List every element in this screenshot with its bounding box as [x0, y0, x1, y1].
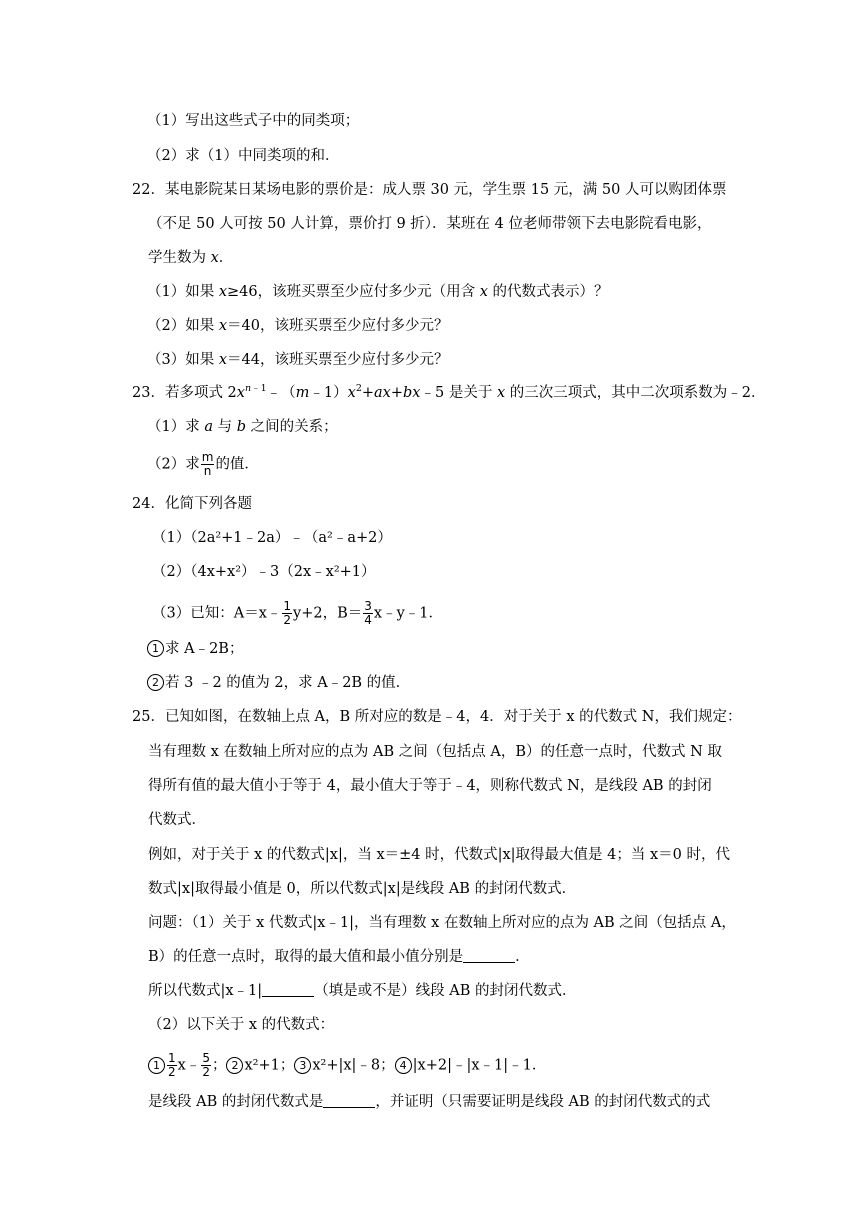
- q25-example-2: 数式|x|取得最小值是 0，所以代数式|x|是线段 AB 的封闭代数式．: [148, 881, 577, 897]
- q21-part-2: （2）求（1）中同类项的和．: [147, 148, 340, 164]
- q23-part-1: （1）求 a 与 b 之间的关系；: [147, 419, 338, 435]
- q25-question-1a: 问题：（1）关于 x 代数式|x﹣1|，当有理数 x 在数轴上所对应的点为 AB 之间（包括点 A，: [148, 915, 736, 931]
- q22-number: 22．: [132, 182, 165, 198]
- fraction-one-half: $\frac{1}{2}$: [168, 1051, 176, 1079]
- q24-part-1: （1）（2a²+1﹣2a）﹣（a²﹣a+2）: [152, 530, 392, 546]
- circled-number-2: 2: [147, 674, 164, 691]
- q23-number: 23．: [132, 385, 165, 401]
- q22-line-3: 学生数为 x．: [148, 250, 234, 266]
- q21-part-1: （1）写出这些式子中的同类项；: [147, 113, 360, 129]
- q22-text-1: 某电影院某日某场电影的票价是：成人票 30 元，学生票 15 元，满 50 人可以购团体票: [164, 182, 727, 198]
- answer-blank-3[interactable]: [323, 1093, 375, 1108]
- q24-line-1: 24．化简下列各题: [132, 496, 252, 512]
- q25-line-4: 代数式．: [148, 812, 206, 828]
- q24-part-2: （2）（4x+x²）﹣3（2x﹣x²+1）: [152, 564, 376, 580]
- fraction-three-quarters: $\frac{3}{4}$: [364, 599, 372, 627]
- q25-line-2: 当有理数 x 在数轴上所对应的点为 AB 之间（包括点 A，B）的任意一点时，代数式 N 取: [148, 744, 722, 760]
- q25-number: 25．: [132, 709, 165, 725]
- q25-options: 1 $\frac{1}{2}$ x﹣ $\frac{5}{2}$ ； 2 x²+1； 3 x²+|x|﹣8； 4 |x+2|﹣|x﹣1|﹣1．: [148, 1052, 546, 1079]
- q25-example-1: 例如，对于关于 x 的代数式|x|，当 x＝±4 时，代数式|x|取得最大值是 4；当 x＝0 时，代: [148, 847, 731, 863]
- q22-part-3: （3）如果 x＝44，该班买票至少应付多少元？: [147, 352, 449, 368]
- q22-line-2: （不足 50 人可按 50 人计算，票价打 9 折）．某班在 4 位老师带领下去电影院看电影，: [148, 216, 712, 232]
- q25-question-1c: 所以代数式|x﹣1| （填是或不是）线段 AB 的封闭代数式．: [148, 983, 577, 999]
- q25-line-3: 得所有值的最大值小于等于 4，最小值大于等于﹣4，则称代数式 N，是线段 AB 的封闭: [148, 778, 712, 794]
- q25-question-1b: B）的任意一点时，取得的最大值和最小值分别是 ．: [148, 949, 530, 965]
- circled-number-1: 1: [147, 640, 164, 657]
- answer-blank-1[interactable]: [463, 948, 515, 963]
- q25-question-2: （2）以下关于 x 的代数式：: [148, 1017, 335, 1033]
- q24-sub-1: 1 求 A﹣2B；: [147, 639, 243, 659]
- q24-part-3: （3）已知：A＝x﹣ $\frac{1}{2}$ y+2，B＝ $\frac{3}{4}$ x﹣y﹣1．: [152, 599, 443, 627]
- circled-number-3: 3: [294, 1057, 311, 1074]
- fraction-m-over-n: $\frac{m}{n}$: [201, 450, 214, 478]
- q23-line-1: 23．若多项式 $2x^{n﹣1}﹣(m﹣1)x^2+ax+bx﹣5$ 是关于 x 的三次三项式，其中二次项系数为﹣2．: [132, 383, 766, 401]
- circled-number-2: 2: [226, 1057, 243, 1074]
- q24-number: 24．: [132, 496, 165, 512]
- q25-line-1: 25．已知如图，在数轴上点 A，B 所对应的数是﹣4，4．对于关于 x 的代数式 N，我们规定：: [132, 709, 742, 725]
- q25-question-2-answer: 是线段 AB 的封闭代数式是 ，并证明（只需要证明是线段 AB 的封闭代数式的式: [148, 1094, 711, 1110]
- answer-blank-2[interactable]: [262, 982, 314, 997]
- circled-number-1: 1: [148, 1057, 165, 1074]
- fraction-five-halves: $\frac{5}{2}$: [202, 1051, 210, 1079]
- q22-part-1: （1）如果 x≥46，该班买票至少应付多少元（用含 x 的代数式表示）？: [147, 284, 609, 300]
- q24-sub-2: 2 若 3 ﹣2 的值为 2，求 A﹣2B 的值．: [147, 673, 410, 693]
- circled-number-4: 4: [395, 1057, 412, 1074]
- fraction-one-half: $\frac{1}{2}$: [283, 599, 292, 627]
- q23-part-2: （2）求 $\frac{m}{n}$ 的值．: [147, 450, 259, 478]
- q22-line-1: [132, 180, 726, 200]
- q22-part-2: （2）如果 x＝40，该班买票至少应付多少元？: [147, 318, 449, 334]
